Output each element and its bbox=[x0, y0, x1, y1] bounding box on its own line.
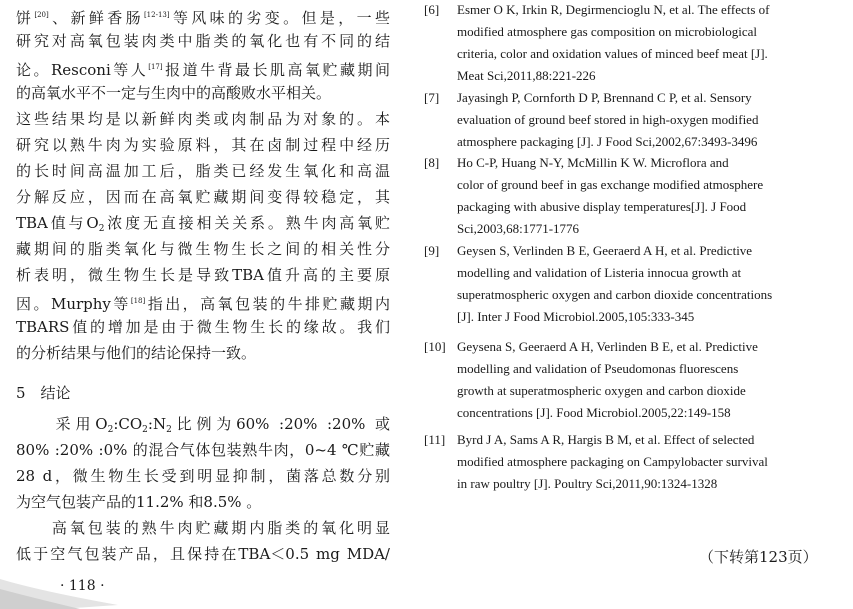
reference-number: [9] bbox=[424, 243, 440, 258]
reference-text-line: color of ground beef in gas exchange modified atmosphere bbox=[457, 177, 764, 192]
text-line bbox=[16, 6, 390, 28]
subscript: 2 bbox=[142, 425, 148, 435]
subscript: 2 bbox=[98, 224, 105, 234]
text-segment: 的高氧水平不一定与生肉中的高酸败水平相关。 bbox=[16, 84, 332, 102]
reference-text-line: Sci,2003,68:1771-1776 bbox=[457, 221, 580, 236]
text-line bbox=[16, 58, 390, 80]
reference-text-line: evaluation of ground beef stored in high-oxygen modified bbox=[457, 112, 759, 127]
text-line bbox=[16, 493, 261, 515]
text-segment: 高氧包装的熟牛肉贮藏期内脂类的氧化明显 bbox=[16, 519, 390, 537]
reference-text-line: modelling and validation of Pseudomonas fluorescens bbox=[457, 361, 739, 376]
text-segment: TBARS值的增加是由于微生物生长的缘故。我们 bbox=[16, 318, 390, 336]
reference-text-line: Geysena S, Geeraerd A H, Verlinden B E, et al. Predictive bbox=[457, 339, 758, 354]
text-line bbox=[16, 188, 390, 210]
text-segment: 28 d，微生物生长受到明显抑制，菌落总数分别 bbox=[16, 467, 390, 485]
reference-text-line: superatmospheric oxygen and carbon dioxide concentrations bbox=[457, 287, 773, 302]
text-segment: 因。Murphy等 bbox=[16, 295, 131, 313]
text-segment: :CO bbox=[113, 415, 143, 433]
reference-number: [11] bbox=[424, 432, 446, 447]
text-segment: 、新鲜香肠 bbox=[48, 9, 144, 27]
text-segment: 研究对高氧包装肉类中脂类的氧化也有不同的结 bbox=[16, 32, 390, 50]
reference-text-line: modified atmosphere packaging on Campylobacter survival bbox=[457, 454, 768, 469]
text-line bbox=[16, 32, 390, 54]
reference-text-line: in raw poultry [J]. Poultry Sci,2011,90:1324-1328 bbox=[457, 476, 718, 491]
reference-text-line: Byrd J A, Sams A R, Hargis B M, et al. Effect of selected bbox=[457, 432, 755, 447]
text-line bbox=[16, 136, 390, 158]
reference-text-line: concentrations [J]. Food Microbiol.2005,22:149-158 bbox=[457, 405, 731, 420]
text-line bbox=[16, 214, 390, 236]
reference-text-line: Geysen S, Verlinden B E, Geeraerd A H, et al. Predictive bbox=[457, 243, 753, 258]
text-segment: :N bbox=[147, 415, 167, 433]
text-line bbox=[16, 266, 390, 288]
text-line bbox=[16, 84, 331, 106]
reference-text-line: [J]. Inter J Food Microbiol.2005,105:333-345 bbox=[457, 309, 695, 324]
reference-text-line: modified atmosphere gas composition on microbiological bbox=[457, 24, 758, 39]
text-segment: 采用O bbox=[16, 415, 108, 433]
continued-note: （下转第123页） bbox=[699, 548, 818, 566]
citation-superscript: [17] bbox=[148, 63, 163, 71]
reference-text-line: growth at superatmospheric oxygen and carbon dioxide bbox=[457, 383, 746, 398]
text-segment: 浓度无直接相关关系。熟牛肉高氧贮 bbox=[104, 214, 390, 232]
text-segment: 为空气包装产品的11.2% 和8.5% 。 bbox=[16, 493, 262, 511]
text-line bbox=[16, 344, 256, 366]
text-segment: 这些结果均是以新鲜肉类或肉制品为对象的。本 bbox=[16, 110, 390, 128]
citation-superscript: [20] bbox=[34, 11, 49, 19]
text-line bbox=[16, 110, 390, 132]
text-line bbox=[16, 519, 390, 541]
section-heading-conclusion: 5 结论 bbox=[16, 384, 71, 402]
reference-text-line: packaging with abusive display temperatures[J]. J Food bbox=[457, 199, 747, 214]
reference-text-line: Esmer O K, Irkin R, Degirmencioglu N, et al. The effects of bbox=[457, 2, 770, 17]
text-line bbox=[16, 292, 390, 314]
text-line bbox=[16, 415, 390, 437]
reference-text-line: criteria, color and oxidation values of minced beef meat [J]. bbox=[457, 46, 768, 61]
text-segment: 析表明，微生物生长是导致TBA值升高的主要原 bbox=[16, 266, 390, 284]
text-segment: 等风味的劣变。但是，一些 bbox=[169, 9, 390, 27]
citation-superscript: [12-13] bbox=[143, 11, 170, 19]
reference-number: [8] bbox=[424, 155, 440, 170]
text-line bbox=[16, 162, 390, 184]
reference-number: [6] bbox=[424, 2, 440, 17]
text-line bbox=[16, 318, 390, 340]
reference-text-line: Ho C-P, Huang N-Y, McMillin K W. Microflora and bbox=[457, 155, 729, 170]
reference-text-line: atmosphere packaging [J]. J Food Sci,2002,67:3493-3496 bbox=[457, 134, 758, 149]
text-segment: 80% :20% :0% 的混合气体包装熟牛肉，0~4 ℃贮藏 bbox=[16, 441, 390, 459]
text-segment: TBA值与O bbox=[16, 214, 99, 232]
page-number: · 118 · bbox=[60, 578, 105, 594]
text-segment: 比例为60% :20% :20% 或 bbox=[171, 415, 390, 433]
text-segment: 饼 bbox=[16, 9, 35, 27]
subscript: 2 bbox=[166, 425, 172, 435]
reference-text-line: Jayasingh P, Cornforth D P, Brennand C P, et al. Sensory bbox=[457, 90, 752, 105]
reference-number: [10] bbox=[424, 339, 446, 354]
text-line bbox=[16, 441, 390, 463]
citation-superscript: [18] bbox=[130, 297, 146, 305]
text-segment: 研究以熟牛肉为实验原料，其在卤制过程中经历 bbox=[16, 136, 390, 154]
reference-text-line: modelling and validation of Listeria innocua growth at bbox=[457, 265, 742, 280]
text-segment: 藏期间的脂类氧化与微生物生长之间的相关性分 bbox=[16, 240, 390, 258]
text-segment: 分解反应，因而在高氧贮藏期间变得较稳定，其 bbox=[16, 188, 390, 206]
text-line bbox=[16, 240, 390, 262]
reference-number: [7] bbox=[424, 90, 440, 105]
reference-text-line: Meat Sci,2011,88:221-226 bbox=[457, 68, 596, 83]
text-segment: 的分析结果与他们的结论保持一致。 bbox=[16, 344, 257, 362]
text-segment: 低于空气包装产品，且保持在TBA＜0.5 mg MDA/ bbox=[16, 545, 390, 563]
text-line bbox=[16, 467, 390, 489]
text-segment: 报道牛背最长肌高氧贮藏期间 bbox=[162, 61, 390, 79]
text-segment: 论。Resconi等人 bbox=[16, 61, 149, 79]
subscript: 2 bbox=[107, 425, 114, 435]
text-segment: 指出，高氧包装的牛排贮藏期内 bbox=[145, 295, 390, 313]
text-line bbox=[16, 545, 390, 567]
text-segment: 的长时间高温加工后，脂类已经发生氧化和高温 bbox=[16, 162, 390, 180]
